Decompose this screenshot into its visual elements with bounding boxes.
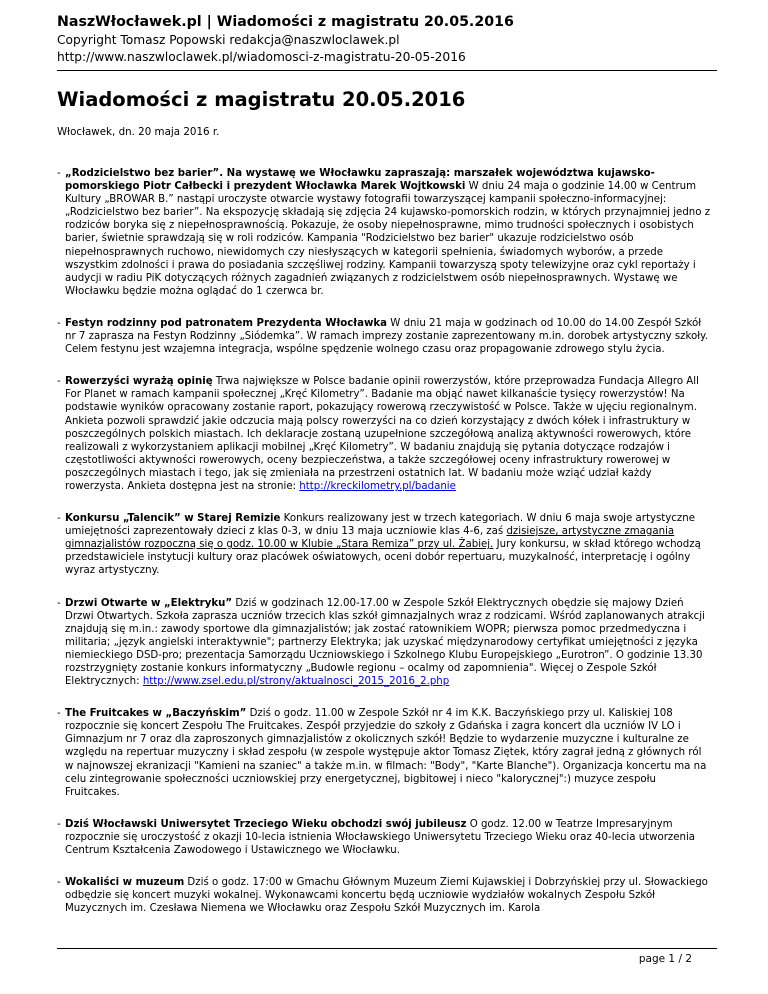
source-url: http://www.naszwloclawek.pl/wiadomosci-z-magistratu-20-05-2016 <box>57 50 466 64</box>
bullet-dash: - <box>57 818 61 830</box>
news-item <box>57 317 717 356</box>
header-divider <box>57 70 717 71</box>
item-body: Konkurs realizowany jest w trzech kategoriach. W dniu 6 maja swoje artystyczne umiejętności zaprezentowały dzieci z klas 0-3, w dniu 13 maja uczniowie klas 4-6, zaś <box>65 513 695 538</box>
dateline: Włocławek, dn. 20 maja 2016 r. <box>57 126 220 138</box>
item-headline: Festyn rodzinny pod patronatem Prezydenta Włocławka <box>65 317 388 329</box>
item-headline: The Fruitcakes w „Baczyńskim” <box>65 708 247 720</box>
item-body: W dniu 24 maja o godzinie 14.00 w Centrum Kultury „BROWAR B.” nastąpi uroczyste otwarcie wystawy fotografii towarzyszącej kampanii społeczno-informacyjnej: „Rodzicielstwo bez barier”. Na ekspozycję składają się zdjęcia 24 kujawsko-pomorskich rodzin, w których przynajmniej jedno z rodziców boryka się z niepełnosprawnością. Pokazuje, że osoby niepełnosprawne, mimo trudności społecznych i osobistych barier, świetnie sprawdzają się w roli rodziców. Kampania "Rodzicielstwo bez barier" ukazuje rodzicielstwo osób niepełnosprawnych ruchowo, niewidomych czy niesłyszących w kategorii spełnienia, świadomych wyborów, a przede wszystkim zdolności i prawa do posiadania szczęśliwej rodziny. Kampanii towarzyszą spoty telewizyjne oraz cykl reportaży i audycji w radiu PiK dotyczących różnych zagadnień związanych z rodzicielstwem osób niepełnosprawnych. Wystawę we Włocławku będzie można oglądać do 1 czerwca br. <box>65 181 711 297</box>
copyright-line: Copyright Tomasz Popowski redakcja@naszwloclawek.pl <box>57 33 400 47</box>
news-item <box>57 876 717 915</box>
news-item <box>57 167 717 298</box>
news-list <box>57 167 717 934</box>
page-number: page 1 / 2 <box>638 953 692 965</box>
page-title: Wiadomości z magistratu 20.05.2016 <box>57 88 466 111</box>
footer-divider <box>57 948 717 949</box>
item-headline: Konkursu „Talencik” w Starej Remizie <box>65 513 281 525</box>
survey-link[interactable]: http://kreckilometry.pl/badanie <box>299 480 456 492</box>
item-headline: Rowerzyści wyrażą opinię <box>65 376 213 388</box>
bullet-dash: - <box>57 877 61 889</box>
news-item <box>57 375 717 493</box>
item-headline: „Rodzicielstwo bez barier”. Na wystawę we Włocławku zapraszają: marszałek województwa kujawsko-pomorskiego Piotr Całbecki i prezydent Włocławka Marek Wojtkowski <box>65 168 655 193</box>
item-headline: Wokaliści w muzeum <box>65 877 185 889</box>
school-link[interactable]: http://www.zsel.edu.pl/strony/aktualnosci_2015_2016_2.php <box>142 676 450 688</box>
item-body-continued: Jury konkursu, w skład którego wchodzą przedstawiciele instytucji kultury oraz placówek oświatowych, oceni dobór repertuaru, muzykalność, interpretację i ogólny wyraz artystyczny. <box>65 539 701 577</box>
bullet-dash: - <box>57 317 61 329</box>
item-body: Trwa największe w Polsce badanie opinii rowerzystów, które przeprowadza Fundacja Allegro All For Planet w ramach kampanii społecznej „Kręć Kilometry”. Badanie ma objąć nawet kilkanaście tysięcy rowerzystów! Na podstawie wyników opracowany zostanie raport, pokazujący rowerową rzeczywistość w Polsce. Także w ujęciu regionalnym. Ankieta pozwoli sprawdzić jakie odczucia mają polscy rowerzyści na co dzień korzystający z dwóch kółek i infrastruktury w poszczególnych polskich miastach. Ich deklaracje zostaną uzupełnione szczegółową analizą aktywności rowerowych, które realizowali z wykorzystaniem aplikacji mobilnej „Kręć Kilometry”. W badaniu znajdują się pytania dotyczące rodzajów i częstotliwości aktywności rowerowych, oceny bezpieczeństwa, a także szczegółowej oceny infrastruktury rowerowej w poszczególnych miastach i tego, jak się zmieniała na przestrzeni ostatnich lat. W badaniu może wziąć udział każdy rowerzysta. Ankieta dostępna jest na stronie: <box>65 376 699 492</box>
item-headline: Drzwi Otwarte w „Elektryku” <box>65 597 233 609</box>
bullet-dash: - <box>57 376 61 388</box>
site-title: NaszWłocławek.pl | Wiadomości z magistratu 20.05.2016 <box>57 14 514 30</box>
news-item <box>57 818 717 857</box>
item-body: W dniu 21 maja w godzinach od 10.00 do 14.00 Zespół Szkół nr 7 zaprasza na Festyn Rodzinny „Siódemka”. W ramach imprezy zostanie zaprezentowany m.in. dorobek artystyczny szkoły. Celem festynu jest wzajemna integracja, wspólne spędzenie wolnego czasu oraz propagowanie zdrowego stylu życia. <box>65 317 708 356</box>
bullet-dash: - <box>57 168 61 179</box>
item-headline: Dziś Włocławski Uniwersytet Trzeciego Wieku obchodzi swój jubileusz <box>65 818 467 830</box>
item-underlined-text: dzisiejsze, artystyczne zmagania gimnazjalistów rozpoczną się o godz. 10.00 w Klubie „Stara Remiza” przy ul. Żabiej. <box>65 526 675 551</box>
item-body: O godz. 12.00 w Teatrze Impresaryjnym rozpocznie się uroczystość z okazji 10-lecia istnienia Włocławskiego Uniwersytetu Trzeciego Wieku oraz 40-lecia utworzenia Centrum Kształcenia Zawodowego i Ustawicznego we Włocławku. <box>65 818 696 857</box>
item-body: Dziś o godz. 11.00 w Zespole Szkół nr 4 im K.K. Baczyńskiego przy ul. Kaliskiej 108 rozpocznie się koncert Zespołu The Fruitcakes. Zespół przyjedzie do szkoły z Gdańska i zagra koncert dla uczniów IV LO i Gimnazjum nr 7 oraz dla zaproszonych gimnazjalistów z okolicznych szkół! Będzie to wydarzenie muzyczne i kulturalne ze względu na repertuar muzyczny i skład zespołu (w zespole występuje aktor Tomasz Ziętek, który zagrał jedną z głównych ról w najnowszej ekranizacji "Kamieni na szaniec" a także m.in. w filmach: "Body", "Karte Blanche"). Organizacja koncertu ma na celu zintegrowanie społeczności uczniowskiej przy energetycznej, bigbitowej i nieco "kalorycznej":) muzyce zespołu Fruitcakes. <box>65 708 707 798</box>
document-header <box>57 12 717 66</box>
news-item <box>57 707 717 799</box>
news-item <box>57 512 717 577</box>
news-item <box>57 597 717 689</box>
item-body: Dziś o godz. 17:00 w Gmachu Głównym Muzeum Ziemi Kujawskiej i Dobrzyńskiej przy ul. Słowackiego odbędzie się koncert muzyki wokalnej. Wykonawcami koncertu będą uczniowie wydziałów wokalnych Zespołu Szkół Muzycznych im. Czesława Niemena we Włocławku oraz Zespołu Szkół Muzycznych im. Karola <box>65 877 708 915</box>
bullet-dash: - <box>57 513 61 525</box>
bullet-dash: - <box>57 708 61 720</box>
item-body: Dziś w godzinach 12.00-17.00 w Zespole Szkół Elektrycznych obędzie się majowy Dzień Drzwi Otwartych. Szkoła zaprasza uczniów trzecich klas szkół gimnazjalnych wraz z rodzicami. Wśród zaplanowanych atrakcji znajdują się m.in.: zawody sportowe dla gimnazjalistów; jak zostać ratownikiem WOPR; pierwsza pomoc przedmedyczna i militaria; „język angielski interaktywnie"; partnerzy Elektryka; jak uzyskać międzynarodowy certyfikat umiejętności z języka niemieckiego DSD-pro; prezentacja Samorządu Uczniowskiego i Szkolnego Klubu Europejskiego „Eurotron”. O godzinie 13.30 rozstrzygnięty zostanie konkurs informatyczny „Budowle regionu – ocalmy od zapomnienia". Więcej o Zespole Szkół Elektrycznych: <box>65 597 705 688</box>
bullet-dash: - <box>57 597 61 609</box>
